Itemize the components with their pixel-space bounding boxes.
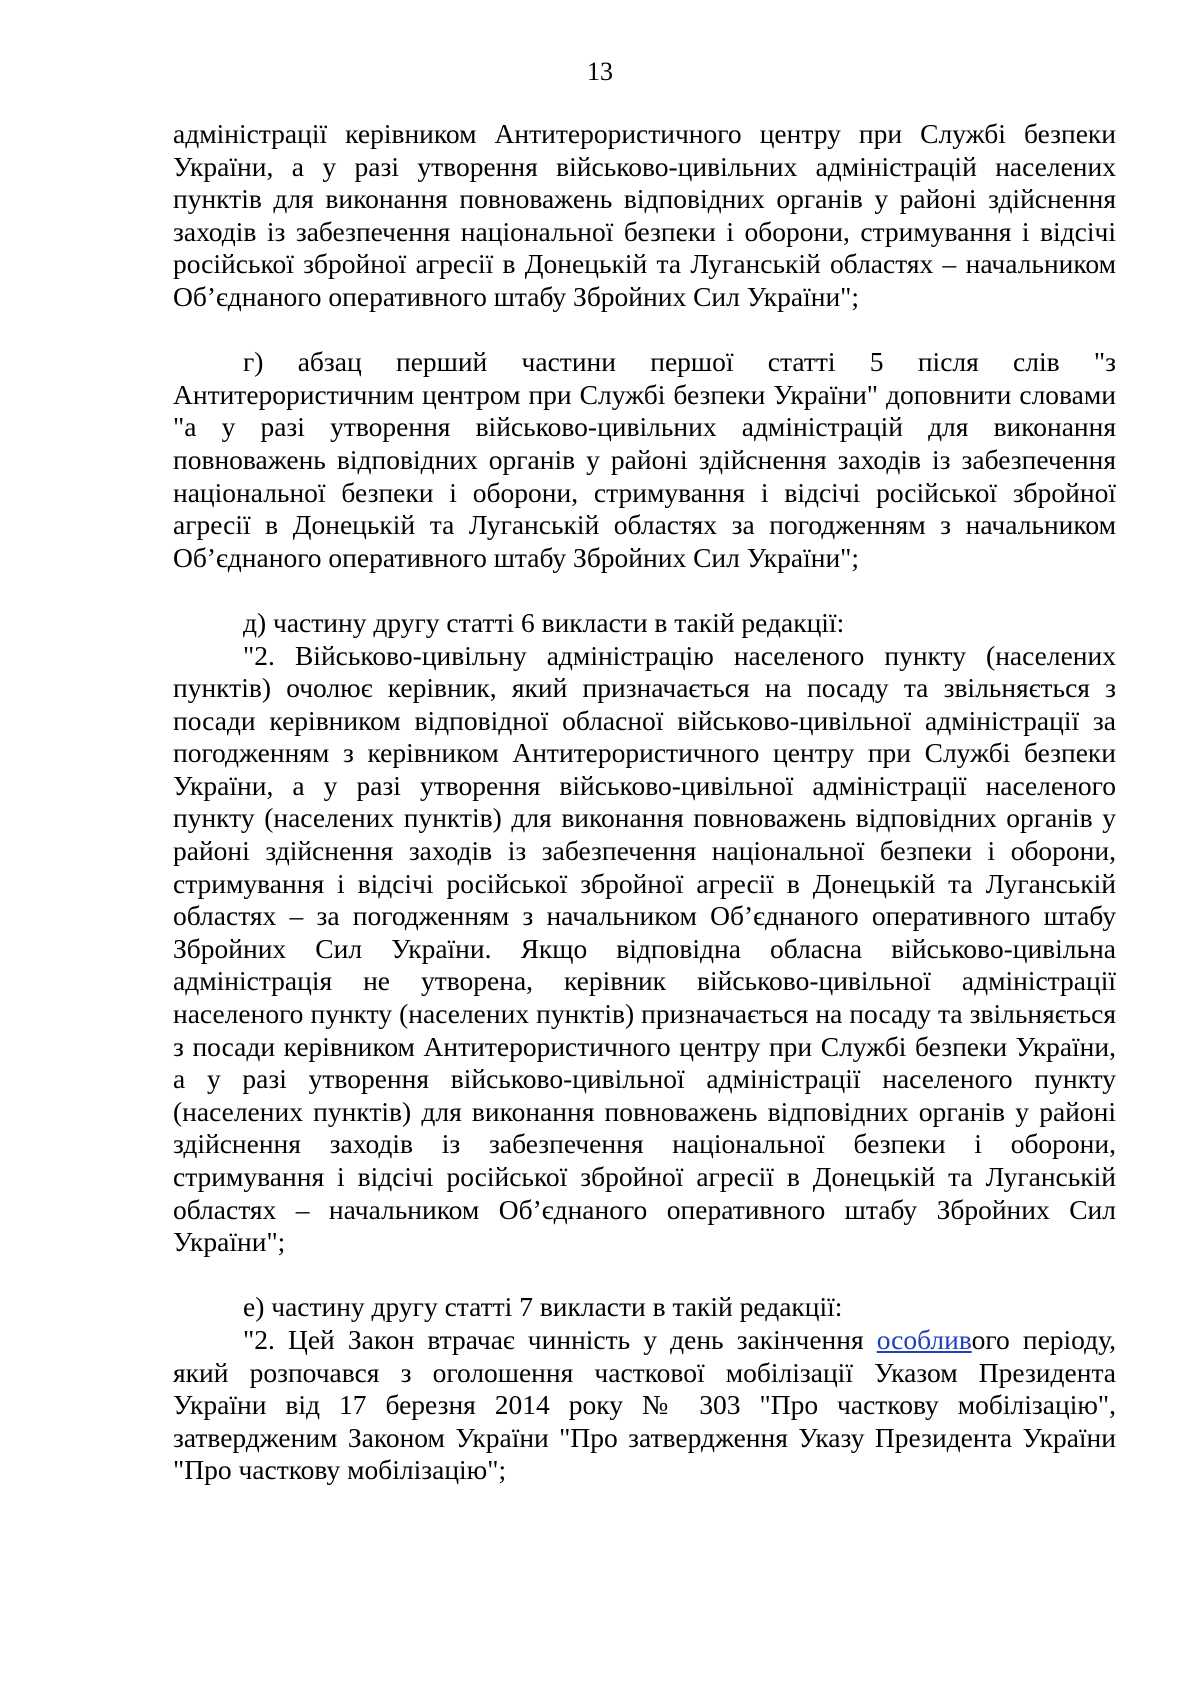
paragraph-gap — [173, 574, 1116, 607]
paragraph-article-7-text — [173, 1324, 1116, 1487]
paragraph-item-e: е) частину другу статті 7 викласти в такій редакції: — [243, 1291, 843, 1323]
paragraph-item-g: г) абзац перший частини першої статті 5 після слів "з Антитерористичним центром при Службі безпеки України" доповнити словами "а у разі утворення військово-цивільних адміністрацій для виконання повноважень відповідних органів у районі здійснення заходів із забезпечення національної безпеки і оборони, стримування і відсічі російської збройної агресії в Донецькій та Луганській областях за погодженням з начальником Об’єднаного оперативного штабу Збройних Сил України"; — [173, 346, 1116, 573]
paragraph-continuation: адміністрації керівником Антитерористичного центру при Службі безпеки України, а у разі утворення військово-цивільних адміністрацій населених пунктів для виконання повноважень відповідних органів у районі здійснення заходів із забезпечення національної безпеки і оборони, стримування і відсічі російської збройної агресії в Донецькій та Луганській областях – начальником Об’єднаного оперативного штабу Збройних Сил України"; — [173, 118, 1116, 312]
page-number: 13 — [587, 57, 613, 86]
document-body — [173, 118, 1116, 1487]
paragraph-text-after-link: ого періоду, який розпочався з оголошення часткової мобілізації Указом Президента України від 17 березня 2014 року № 303 "Про часткову мобілізацію", затвердженим Законом України "Про затвердження Указу Президента України "Про часткову мобілізацію"; — [173, 1323, 1116, 1486]
paragraph-gap — [173, 314, 1116, 347]
paragraph-article-6-text: "2. Військово-цивільну адміністрацію населеного пункту (населених пунктів) очолює керівник, який призначається на посаду та звільняється з посади керівником відповідної обласної військово-цивільної адміністрації за погодженням з керівником Антитерористичного центру при Службі безпеки України, а у разі утворення військово-цивільної адміністрації населеного пункту (населених пунктів) для виконання повноважень відповідних органів у районі здійснення заходів із забезпечення національної безпеки і оборони, стримування і відсічі російської збройної агресії в Донецькій та Луганській областях – за погодженням з начальником Об’єднаного оперативного штабу Збройних Сил України. Якщо відповідна обласна військово-цивільна адміністрація не утворена, керівник військово-цивільної адміністрації населеного пункту (населених пунктів) призначається на посаду та звільняється з посади керівником Антитерористичного центру при Службі безпеки України, а у разі утворення військово-цивільної адміністрації населеного пункту (населених пунктів) для виконання повноважень відповідних органів у районі здійснення заходів із забезпечення національної безпеки і оборони, стримування і відсічі російської збройної агресії в Донецькій та Луганській областях – начальником Об’єднаного оперативного штабу Збройних Сил України"; — [173, 639, 1116, 1258]
paragraph-item-d: д) частину другу статті 6 викласти в такій редакції: — [243, 606, 845, 638]
paragraph-text-before-link: "2. Цей Закон втрачає чинність у день закінчення — [243, 1323, 877, 1355]
hyperlink[interactable]: особлив — [876, 1323, 972, 1355]
paragraph-gap — [173, 1259, 1116, 1292]
